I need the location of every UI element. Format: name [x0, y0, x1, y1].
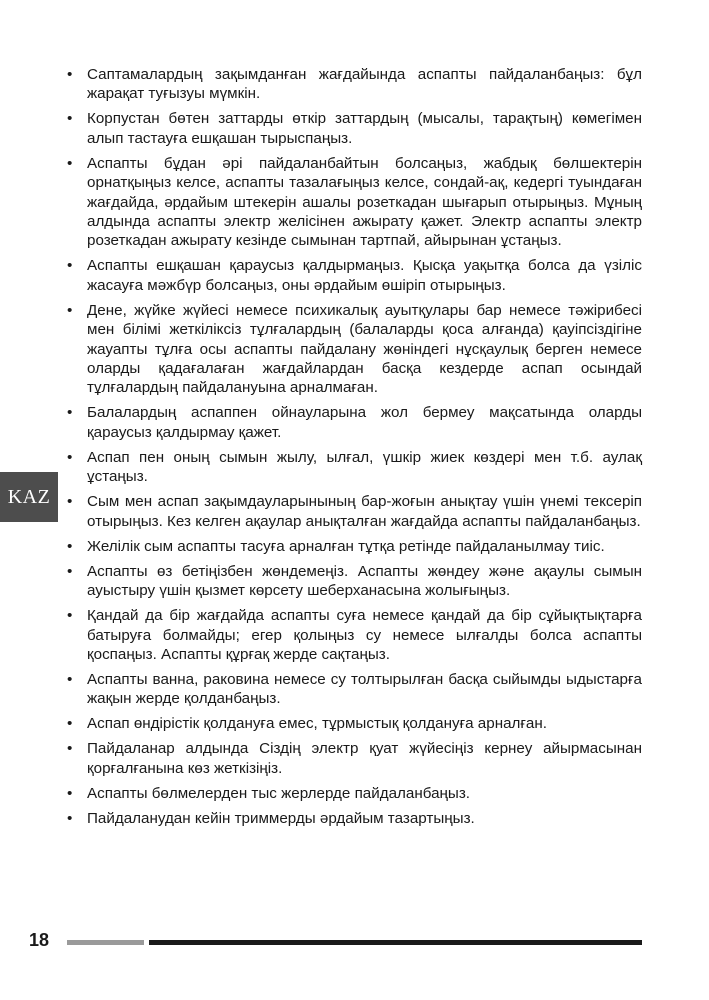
list-item: [66, 154, 642, 251]
instruction-text: Саптамалардың зақымданған жағдайында аспапты пайдаланбаңыз: бұл жарақат туғызуы мүмкін.: [87, 66, 642, 103]
list-item: [66, 784, 642, 803]
list-item: [66, 301, 642, 398]
bullet-icon: •: [67, 670, 73, 688]
bullet-icon: •: [67, 404, 73, 422]
list-item: [66, 448, 642, 487]
list-item: [66, 403, 642, 442]
bullet-icon: •: [67, 66, 73, 83]
bullet-icon: •: [67, 110, 73, 128]
bullet-icon: •: [67, 607, 73, 625]
bullet-icon: •: [67, 784, 73, 802]
instruction-text: Дене, жүйке жүйесі немесе психикалық ауытқулары бар немесе тәжірибесі мен білімі жеткіліксіз тұлғалардың (балаларды қоса алғанда) қауіпсіздігіне жауапты тұлға осы аспапты пайдалану жөніндегі нұсқаулық берген немесе оларды қадағалаған жағдайлардан басқа кездерде аспап осындай тұлғалардың пайдалануына арналмаған.: [87, 301, 642, 397]
instruction-text: Пайдаланудан кейін триммерды әрдайым тазартыңыз.: [87, 809, 475, 827]
page-number: 18: [29, 930, 50, 950]
instruction-text: Аспапты ванна, раковина немесе су толтырылған басқа сыйымды ыдыстарға жақын жерде қолданбаңыз.: [87, 670, 642, 708]
list-item: [66, 537, 642, 556]
footer-rule-grey: [67, 940, 144, 945]
list-item: [66, 492, 642, 531]
instruction-text: Аспапты ешқашан қараусыз қалдырмаңыз. Қысқа уақытқа болса да үзіліс жасауға мәжбүр болсаңыз, оны әрдайым өшіріп отырыңыз.: [87, 257, 642, 294]
list-item: [66, 562, 642, 601]
instruction-text: Аспап өндірістік қолдануға емес, тұрмыстық қолдануға арналған.: [87, 715, 547, 733]
bullet-icon: •: [67, 448, 73, 466]
instruction-text: Қандай да бір жағдайда аспапты суға немесе қандай да бір сұйықтықтарға батыруға болмайды; егер қолыңыз су немесе ылғалды болса аспапты қоспаңыз. Аспапты құрғақ жерде сақтаңыз.: [87, 607, 642, 663]
instruction-text: Желілік сым аспапты тасуға арналған тұтқа ретінде пайдаланылмау тиіс.: [87, 537, 605, 555]
safety-instructions: [66, 65, 642, 834]
instruction-text: Аспапты өз бетіңізбен жөндемеңіз. Аспапты жөндеу және ақаулы сымын ауыстыру үшін қызмет көрсету шеберханасына жолығыңыз.: [87, 562, 642, 600]
list-item: [66, 65, 642, 104]
bullet-icon: •: [67, 562, 73, 580]
list-item: [66, 714, 642, 733]
instruction-text: Пайдаланар алдында Сіздің электр қуат жүйесіңіз кернеу айырмасынан қорғалғанына көз жеткізіңіз.: [87, 740, 642, 777]
footer-rule-black: [149, 940, 642, 945]
bullet-icon: •: [67, 740, 73, 758]
list-item: [66, 256, 642, 295]
language-tab: KAZ: [0, 472, 58, 522]
bullet-icon: •: [67, 301, 73, 319]
instruction-text: Аспап пен оның сымын жылу, ылғал, үшкір жиек көздері мен т.б. аулақ ұстаңыз.: [87, 448, 642, 486]
list-item: [66, 606, 642, 664]
bullet-icon: •: [67, 537, 73, 555]
list-item: [66, 809, 642, 828]
list-item: [66, 670, 642, 709]
bullet-icon: •: [67, 154, 73, 172]
instruction-text: Балалардың аспаппен ойнауларына жол бермеу мақсатында оларды қараусыз қалдырмау қажет.: [87, 404, 642, 441]
instruction-text: Сым мен аспап зақымдауларынының бар-жоғын анықтау үшін үнемі тексеріп отырыңыз. Кез келген ақаулар анықталған жағдайда аспапты пайдаланбаңыз.: [87, 493, 642, 530]
instruction-text: Аспапты бөлмелерден тыс жерлерде пайдаланбаңыз.: [87, 784, 471, 802]
list-item: [66, 739, 642, 778]
bullet-icon: •: [67, 809, 73, 827]
instruction-list: [66, 65, 642, 828]
bullet-icon: •: [67, 715, 73, 733]
instruction-text: Аспапты бұдан әрі пайдаланбайтын болсаңыз, жабдық бөлшектерін орнатқыңыз келсе, аспапты тазалағыңыз келсе, сондай-ақ, кедергі туындаған жағдайда, әрдайым штекерін ашалы розеткадан шығарып отырыңыз. Мұның алдында аспапты электр желісінен ажырату қажет. Электр аспапты электр розеткадан ажырату кезінде сымынан тартпай, айырынан ұстаңыз.: [87, 154, 642, 250]
list-item: [66, 109, 642, 148]
instruction-text: Корпустан бөтен заттарды өткір заттардың (мысалы, тарақтың) көмегімен алып тастауға ешқашан тырыспаңыз.: [87, 110, 642, 147]
bullet-icon: •: [67, 493, 73, 511]
bullet-icon: •: [67, 257, 73, 275]
